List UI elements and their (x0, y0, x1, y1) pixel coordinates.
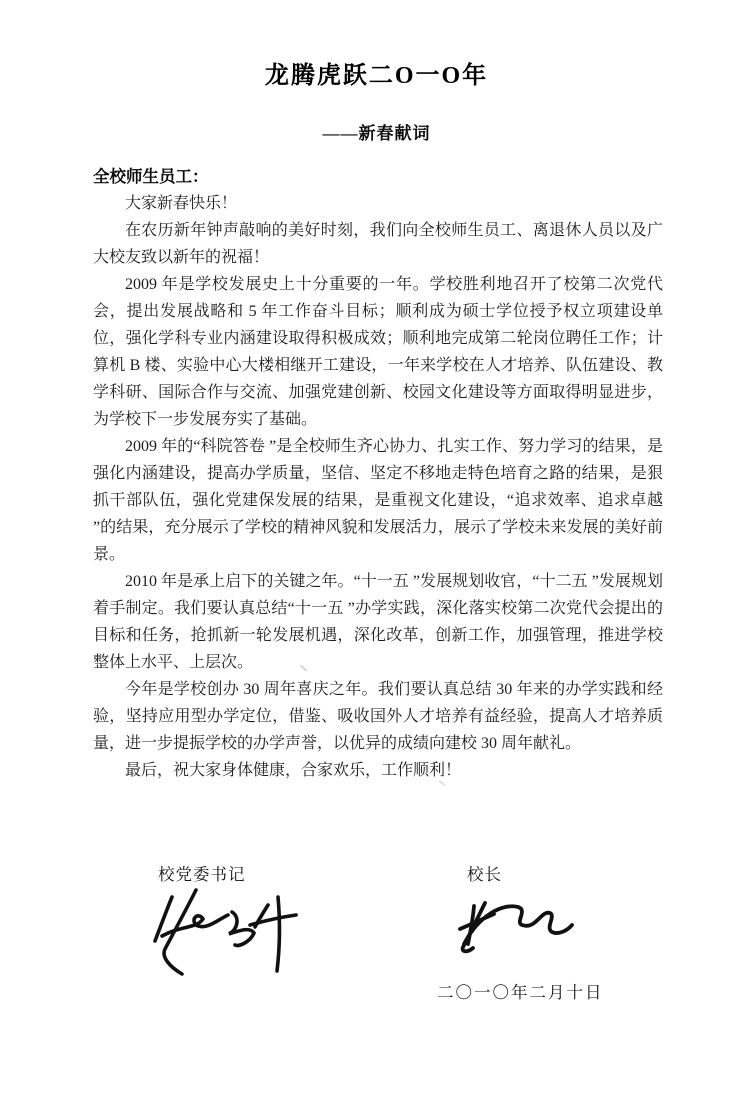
paragraph-blessing: 在农历新年钟声敲响的美好时刻，我们向全校师生员工、离退休人员以及广大校友致以新年的祝福！ (93, 221, 663, 266)
paragraph-closing-wishes: 最后，祝大家身体健康，合家欢乐，工作顺利！ (125, 761, 462, 779)
paragraph-2009-review: 2009 年是学校发展史上十分重要的一年。学校胜利地召开了校第二次党代会，提出发展战略和 5 年工作奋斗目标；顺利成为硕士学位授予权立项建设单位，强化学科专业内涵建设取得积极成效；顺利地完成第二轮岗位聘任工作；计算机 B 楼、实验中心大楼相继开工建设，一年来学校在人才培养、队伍建设、教学科研、国际合作与交流、加强党建创新、校园文化建设等方面取得明显进步，为学校下一步发展夯实了基础。 (93, 275, 663, 428)
secretary-signature (126, 884, 310, 982)
paragraph-2010-outlook: 2010 年是承上启下的关键之年。“十一五 ”发展规划收官，“十二五 ”发展规划着手制定。我们要认真总结“十一五 ”办学实践，深化落实校第二次党代会提出的目标和任务，抢抓新一轮发展机遇，深化改革，创新工作，加强管理，推进学校整体上水平、上层次。 (93, 572, 663, 671)
paragraph-greeting: 大家新春快乐！ (125, 194, 238, 212)
date: 二〇一〇年二月十日 (437, 983, 604, 1002)
president-title-label: 校长 (467, 865, 502, 884)
secretary-title-label: 校党委书记 (158, 865, 246, 884)
letter-body (93, 163, 663, 784)
page-title: 龙腾虎跃二O一O年 (264, 63, 489, 89)
salutation: 全校师生员工： (93, 166, 209, 186)
page-subtitle: ——新春献词 (322, 123, 431, 143)
president-signature (448, 894, 588, 962)
paragraph-30th-anniversary: 今年是学校创办 30 周年喜庆之年。我们要认真总结 30 年来的办学实践和经验，坚持应用型办学定位，借鉴、吸收国外人才培养有益经验，提高人才培养质量，进一步提振学校的办学声誉，以优异的成绩向建校 30 周年献礼。 (93, 680, 663, 752)
paragraph-2009-results: 2009 年的“科院答卷 ”是全校师生齐心协力、扎实工作、努力学习的结果，是强化内涵建设，提高办学质量，坚信、坚定不移地走特色培育之路的结果，是狠抓干部队伍，强化党建保发展的结果，是重视文化建设，“追求效率、追求卓越 ”的结果，充分展示了学校的精神风貌和发展活力，展示了学校未来发展的美好前景。 (93, 437, 663, 563)
